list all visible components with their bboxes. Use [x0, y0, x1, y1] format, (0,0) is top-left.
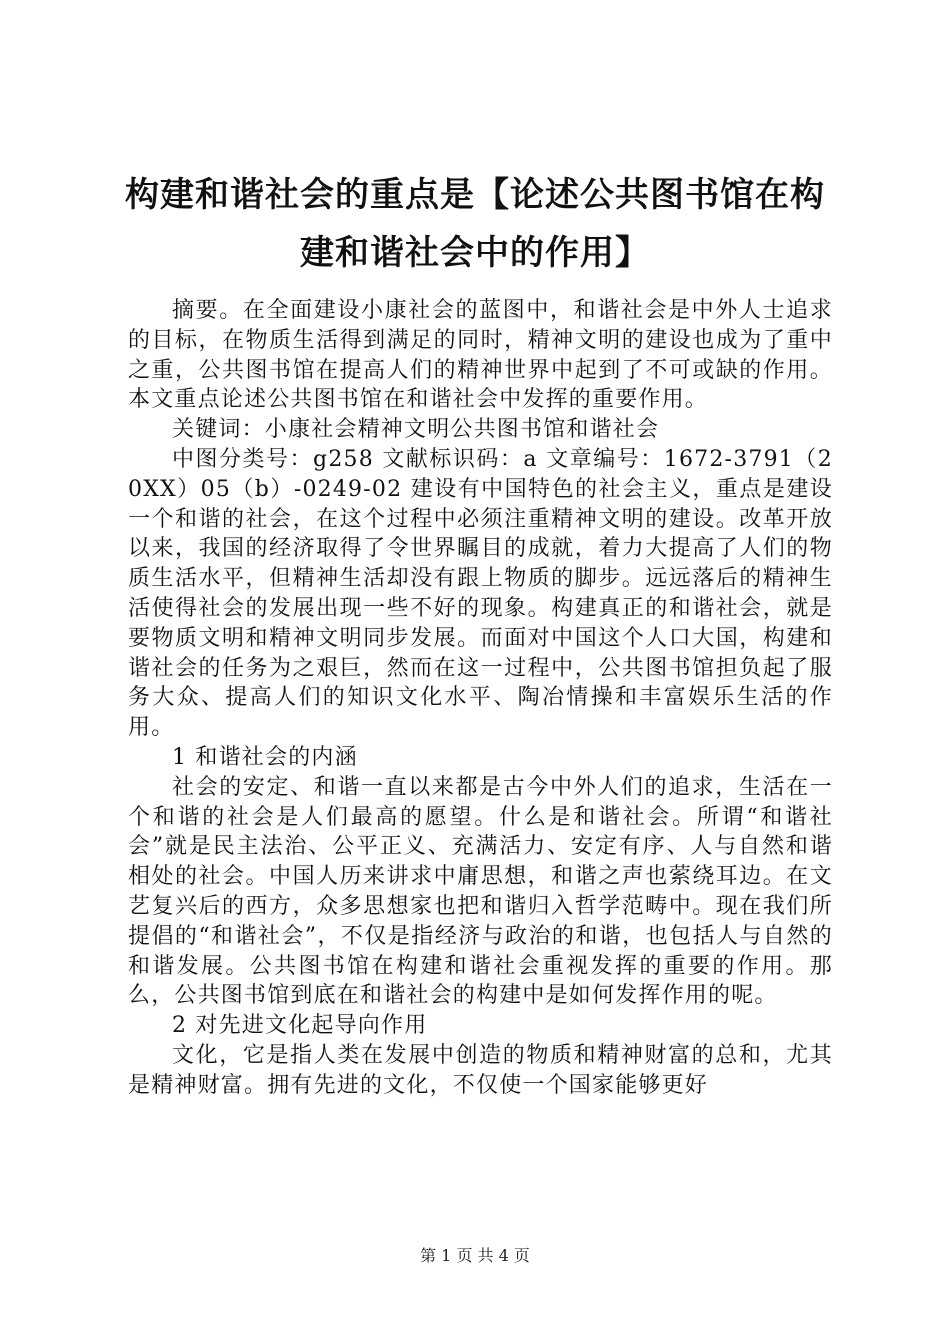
- abstract-paragraph: 摘要。在全面建设小康社会的蓝图中，和谐社会是中外人士追求的目标，在物质生活得到满足的同时，精神文明的建设也成为了重中之重，公共图书馆在提高人们的精神世界中起到了不可或缺的作用。本文重点论述公共图书馆在和谐社会中发挥的重要作用。: [128, 298, 833, 413]
- section-heading-2: 2 对先进文化起导向作用: [172, 1013, 428, 1039]
- document-title: 构建和谐社会的重点是【论述公共图书馆在构建和谐社会中的作用】: [125, 175, 825, 273]
- document-body: [128, 296, 833, 1101]
- keywords-paragraph: 关键词：小康社会精神文明公共图书馆和谐社会: [172, 417, 660, 443]
- page-footer: 第 1 页 共 4 页: [420, 1246, 530, 1265]
- section-2-paragraph: 文化，它是指人类在发展中创造的物质和精神财富的总和，尤其是精神财富。拥有先进的文化，不仅使一个国家能够更好: [128, 1042, 833, 1098]
- classification-paragraph: 中图分类号：g258 文献标识码：a 文章编号：1672-3791（20XX）05（b）-0249-02 建设有中国特色的社会主义，重点是建设一个和谐的社会，在这个过程中必须注重精神文明的建设。改革开放以来，我国的经济取得了令世界瞩目的成就，着力大提高了人们的物质生活水平，但精神生活却没有跟上物质的脚步。远远落后的精神生活使得社会的发展出现一些不好的现象。构建真正的和谐社会，就是要物质文明和精神文明同步发展。而面对中国这个人口大国，构建和谐社会的任务为之艰巨，然而在这一过程中，公共图书馆担负起了服务大众、提高人们的知识文化水平、陶冶情操和丰富娱乐生活的作用。: [128, 446, 833, 741]
- section-1-paragraph: 社会的安定、和谐一直以来都是古今中外人们的追求，生活在一个和谐的社会是人们最高的愿望。什么是和谐社会。所谓“和谐社会”就是民主法治、公平正义、充满活力、安定有序、人与自然和谐相处的社会。中国人历来讲求中庸思想，和谐之声也萦绕耳边。在文艺复兴后的西方，众多思想家也把和谐归入哲学范畴中。现在我们所提倡的“和谐社会”，不仅是指经济与政治的和谐，也包括人与自然的和谐发展。公共图书馆在构建和谐社会重视发挥的重要的作用。那么，公共图书馆到底在和谐社会的构建中是如何发挥作用的呢。: [128, 774, 833, 1009]
- section-heading-1: 1 和谐社会的内涵: [172, 744, 358, 770]
